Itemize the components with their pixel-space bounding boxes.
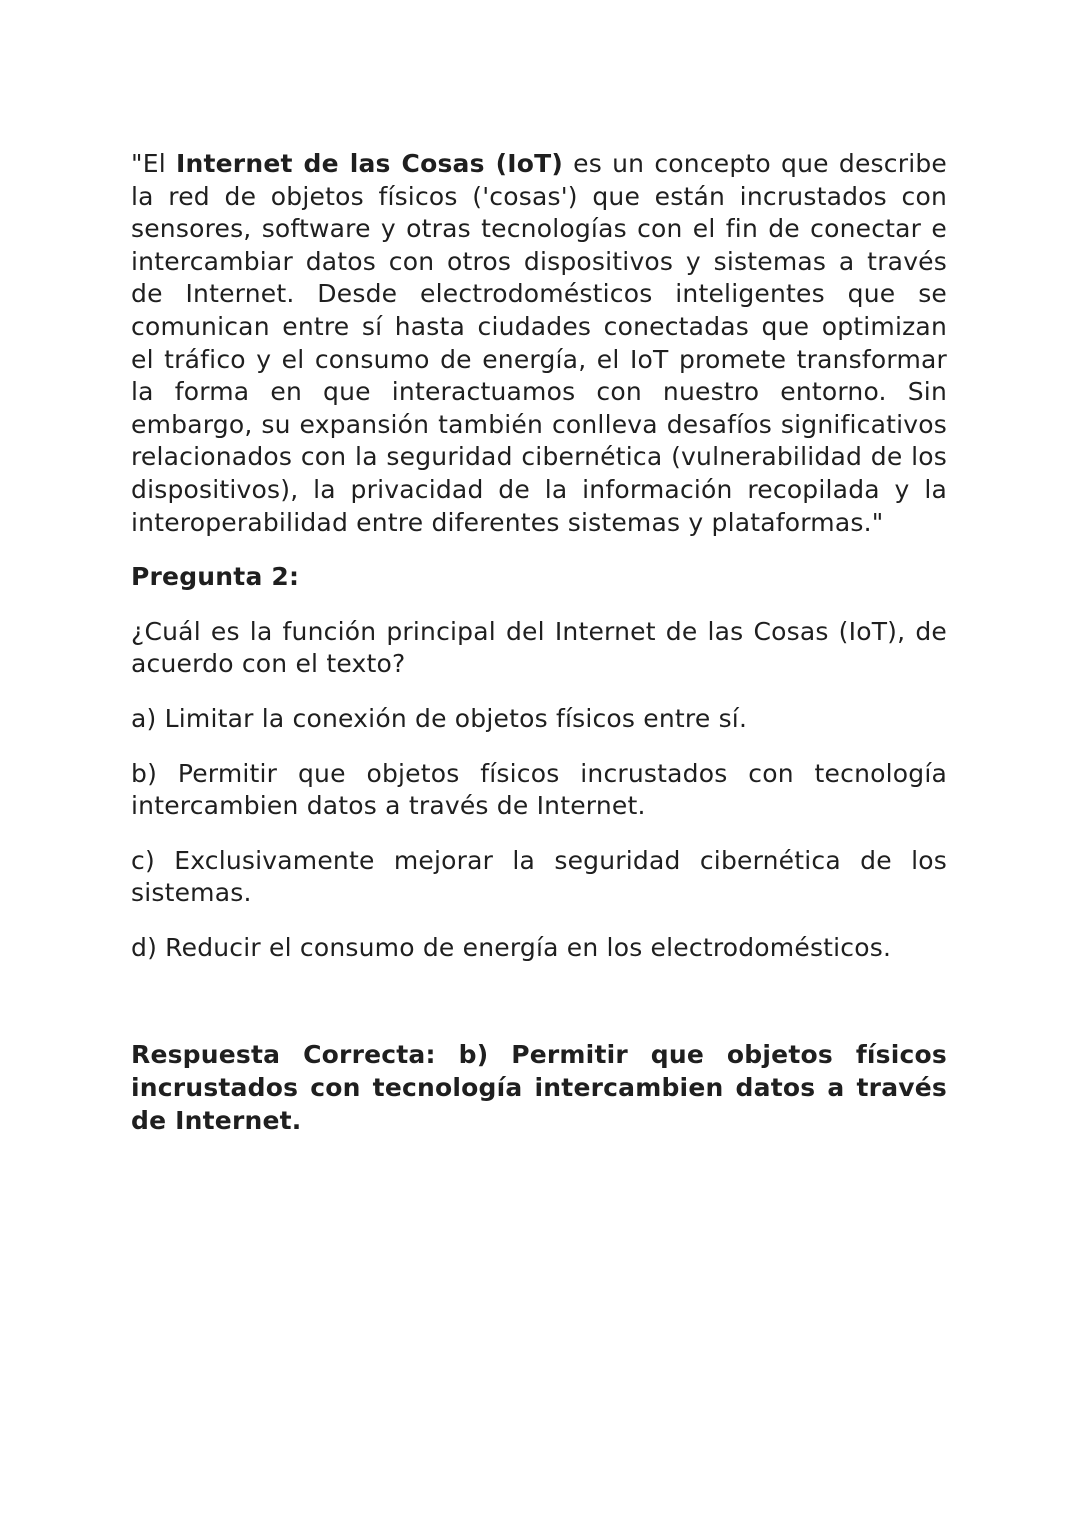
question-heading: Pregunta 2:	[131, 562, 300, 592]
document-page	[131, 148, 947, 1162]
option-d: d) Reducir el consumo de energía en los electrodomésticos.	[131, 932, 892, 962]
option-b: b) Permitir que objetos físicos incrustados con tecnología intercambien datos a través de Internet.	[131, 758, 947, 821]
question-prompt: ¿Cuál es la función principal del Internet de las Cosas (IoT), de acuerdo con el texto?	[131, 616, 947, 679]
passage-term: Internet de las Cosas (IoT)	[176, 149, 563, 178]
passage-open-quote: "El	[131, 149, 176, 178]
passage-body: es un concepto que describe la red de objetos físicos ('cosas') que están incrustados con sensores, software y otras tecnologías con el fin de conectar e intercambiar datos con otros dispositivos y sistemas a través de Internet. Desde electrodomésticos inteligentes que se comunican entre sí hasta ciudades conectadas que optimizan el tráfico y el consumo de energía, el IoT promete transformar la forma en que interactuamos con nuestro entorno. Sin embargo, su expansión también conlleva desafíos significativos relacionados con la seguridad cibernética (vulnerabilidad de los dispositivos), la privacidad de la información recopilada y la interoperabilidad entre diferentes sistemas y plataformas."	[131, 149, 947, 537]
correct-answer: Respuesta Correcta: b) Permitir que objetos físicos incrustados con tecnología intercambien datos a través de Internet.	[131, 1040, 947, 1135]
passage-paragraph	[131, 148, 947, 539]
option-c: c) Exclusivamente mejorar la seguridad cibernética de los sistemas.	[131, 845, 947, 908]
option-a: a) Limitar la conexión de objetos físicos entre sí.	[131, 703, 748, 733]
